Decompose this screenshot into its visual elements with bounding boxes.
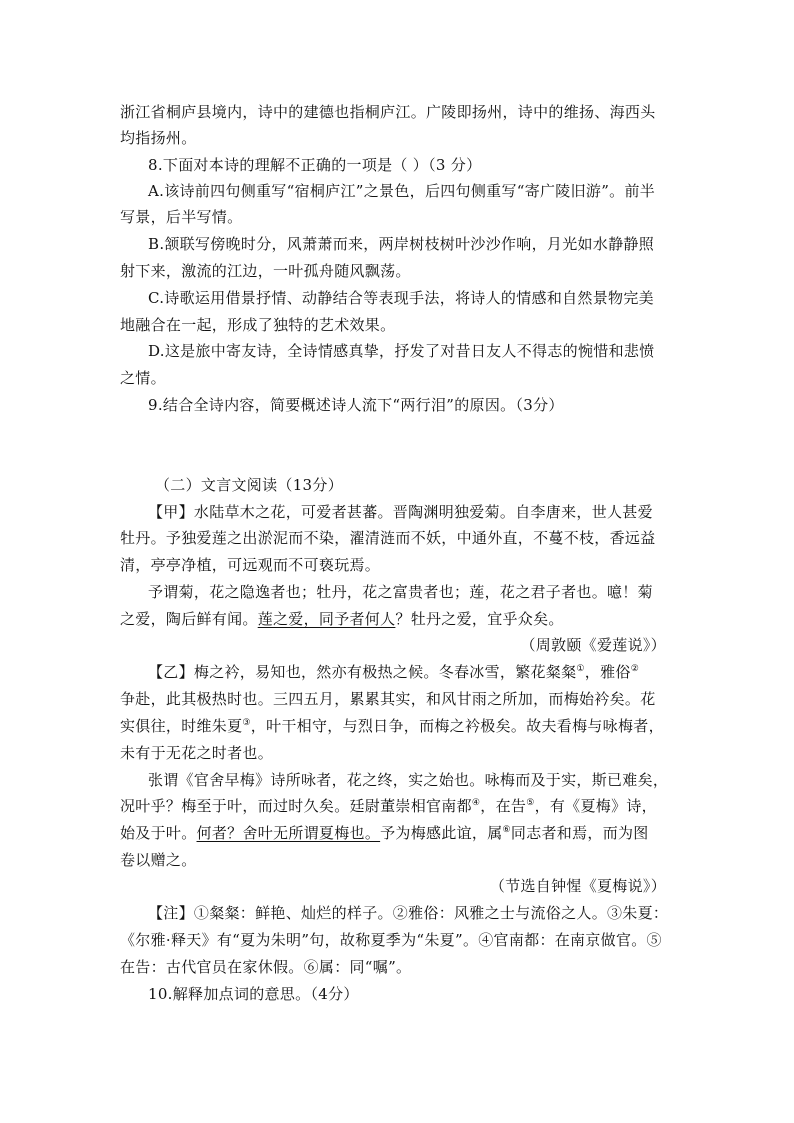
passage-jia-text: 之爱，陶后鲜有闻。 xyxy=(120,610,258,628)
passage-yi-text: ，雅俗 xyxy=(584,663,631,681)
section-2-title: （二）文言文阅读（13分） xyxy=(155,476,343,494)
passage-yi-text: ，有《夏梅》诗， xyxy=(534,797,657,815)
option-a-line-1: A.该诗前四句侧重写“宿桐庐江”之景色，后四句侧重写“寄广陵旧游”。前半 xyxy=(148,182,656,200)
option-d-line-2: 之情。 xyxy=(120,369,166,387)
passage-jia-line-5 xyxy=(120,610,564,628)
passage-yi-text: 实俱往，时维朱夏 xyxy=(120,717,243,735)
passage-yi-text: 始及于叶。 xyxy=(120,824,197,842)
question-9-stem: 9.结合全诗内容，简要概述诗人流下“两行泪”的原因。（3分） xyxy=(148,396,564,414)
passage-yi-line-1 xyxy=(148,663,639,681)
passage-yi-text: ，叶干相守，与烈日争，而梅之衿极矣。故夫看梅与咏梅者， xyxy=(250,717,664,735)
notes-line-1: 【注】①粲粲：鲜艳、灿烂的样子。②雅俗：风雅之士与流俗之人。③朱夏： xyxy=(148,904,669,922)
intro-line-2: 均指扬州。 xyxy=(120,129,197,147)
notes-line-2: 《尔雅·释天》有“夏为朱明”句，故称夏季为“朱夏”。④官南都：在南京做官。⑤ xyxy=(120,931,662,949)
underlined-sentence: 何者？舍叶无所谓夏梅也。 xyxy=(196,824,381,842)
option-c-line-2: 地融合在一起，形成了独特的艺术效果。 xyxy=(120,316,396,334)
footnote-marker: ② xyxy=(630,664,640,674)
footnote-marker: ④ xyxy=(471,798,481,808)
passage-yi-line-8: 卷以赠之。 xyxy=(120,851,197,869)
passage-jia-text: ？牡丹之爱，宜乎众矣。 xyxy=(395,610,564,628)
passage-yi-line-3 xyxy=(120,717,664,735)
option-b-line-1: B.颔联写傍晚时分，风萧萧而来，两岸树枝树叶沙沙作响，月光如水静静照 xyxy=(148,235,654,253)
passage-yi-text: 予为梅感此谊，属 xyxy=(380,824,503,842)
passage-jia-line-1: 【甲】水陆草木之花，可爱者甚蕃。晋陶渊明独爱菊。自李唐来，世人甚爱 xyxy=(148,503,653,521)
underlined-sentence: 莲之爱，同予者何人 xyxy=(257,610,396,628)
footnote-marker: ⑥ xyxy=(502,825,511,835)
option-b-line-2: 射下来，激流的江边，一叶孤舟随风飘荡。 xyxy=(120,262,411,280)
option-d-line-1: D.这是旅中寄友诗，全诗情感真挚，抒发了对昔日友人不得志的惋惜和悲愤 xyxy=(148,342,655,360)
passage-yi-line-7 xyxy=(120,824,649,842)
passage-yi-line-2: 争赴，此其极热时也。三四五月，累累其实，和风甘雨之所加，而梅始衿矣。花 xyxy=(120,690,656,708)
passage-yi-line-4: 未有于无花之时者也。 xyxy=(120,744,274,762)
option-c-line-1: C.诗歌运用借景抒情、动静结合等表现手法，将诗人的情感和自然景物完美 xyxy=(148,289,654,307)
intro-line-1: 浙江省桐庐县境内，诗中的建德也指桐庐江。广陵即扬州，诗中的维扬、海西头 xyxy=(120,103,656,121)
notes-line-3: 在告：古代官员在家休假。⑥属：同“嘱”。 xyxy=(120,958,412,976)
passage-jia-line-2: 牡丹。予独爱莲之出淤泥而不染，濯清涟而不妖，中通外直，不蔓不枝，香远益 xyxy=(120,529,656,547)
passage-yi-line-5: 张谓《官舍早梅》诗所咏者，花之终，实之始也。咏梅而及于实，斯已难矣， xyxy=(148,771,669,789)
passage-jia-line-4: 予谓菊，花之隐逸者也；牡丹，花之富贵者也；莲，花之君子者也。噫！菊 xyxy=(148,583,653,601)
question-8-stem: 8.下面对本诗的理解不正确的一项是（ ）（3 分） xyxy=(148,156,482,174)
footnote-marker: ③ xyxy=(242,718,251,728)
footnote-marker: ⑤ xyxy=(526,798,535,808)
passage-yi-text: 【乙】梅之衿，易知也，然亦有极热之候。冬春冰雪，繁花粲粲 xyxy=(148,663,577,681)
passage-yi-text: 同志者和焉，而为图 xyxy=(510,824,649,842)
passage-yi-text: 况叶乎？梅至于叶，而过时久矣。廷尉董崇相官南都 xyxy=(120,797,472,815)
passage-jia-source: （周敦颐《爱莲说》） xyxy=(520,636,666,654)
question-10-stem: 10.解释加点词的意思。（4分） xyxy=(148,985,359,1003)
footnote-marker: ① xyxy=(576,664,585,674)
passage-yi-source: （节选自钟惺《夏梅说》） xyxy=(489,877,666,895)
passage-yi-line-6 xyxy=(120,797,657,815)
option-a-line-2: 写景，后半写情。 xyxy=(120,208,243,226)
passage-jia-line-3: 清，亭亭净植，可远观而不可亵玩焉。 xyxy=(120,556,381,574)
passage-yi-text: ，在告 xyxy=(480,797,527,815)
